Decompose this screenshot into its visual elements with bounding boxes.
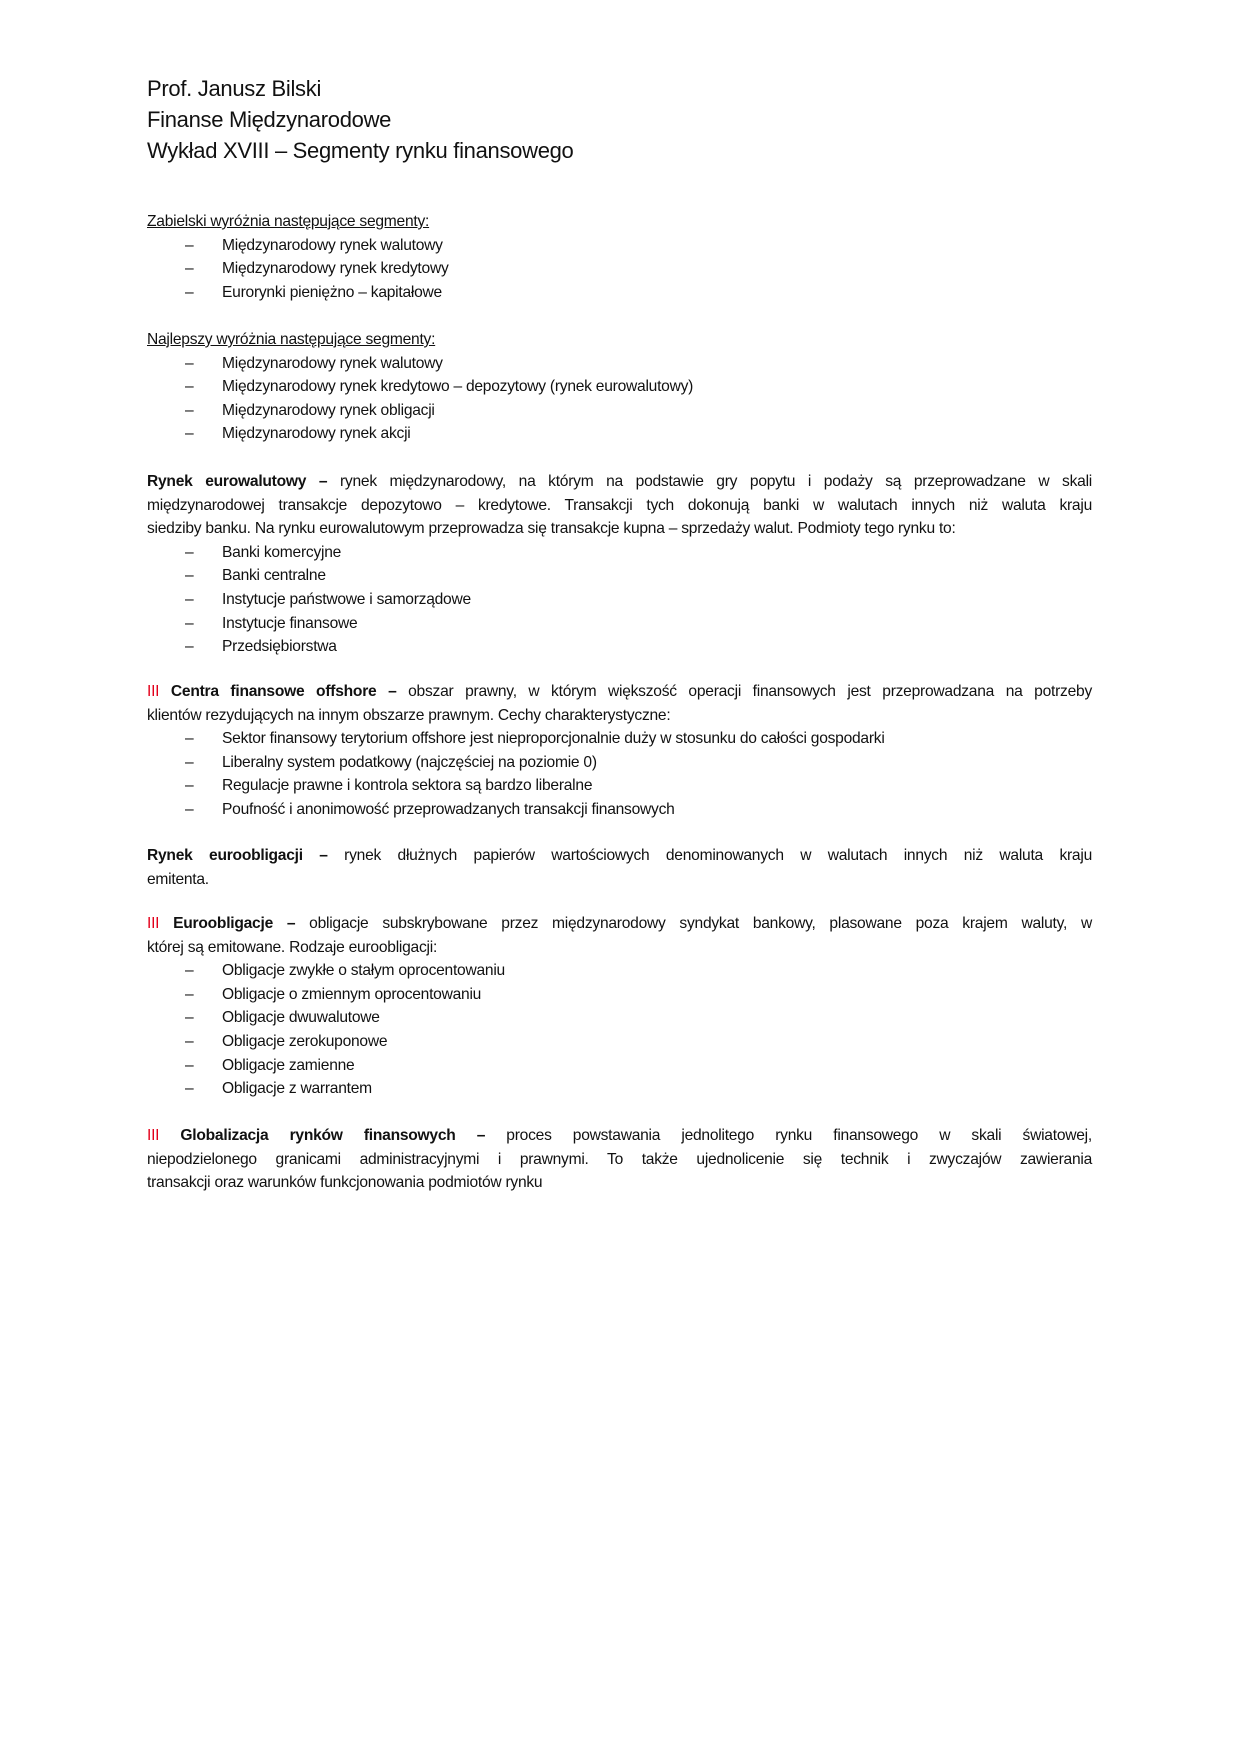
list-item <box>147 635 1092 659</box>
document-header <box>147 73 574 166</box>
najlepszy-section <box>147 328 1092 446</box>
dash-bullet: – <box>185 614 194 632</box>
paragraph-text: której są emitowane. Rodzaje euroobligacji: <box>147 938 438 956</box>
list-item-text: Obligacje zamienne <box>222 1056 355 1074</box>
author: Prof. Janusz Bilski <box>147 76 322 101</box>
list-item-text: Banki centralne <box>222 567 326 585</box>
paragraph-line <box>147 844 1092 868</box>
section-heading: Najlepszy wyróżnia następujące segmenty: <box>147 331 436 348</box>
zabielski-section <box>147 210 1092 304</box>
list-item <box>147 612 1092 636</box>
dash-bullet: – <box>185 283 194 301</box>
list-item <box>147 751 1092 775</box>
list-item-text: Regulacje prawne i kontrola sektora są bardzo liberalne <box>222 777 593 795</box>
dash-bullet: – <box>185 567 194 585</box>
list-item <box>147 1054 1092 1078</box>
list-item <box>147 774 1092 798</box>
bullet-list <box>147 541 1092 659</box>
red-marker: III <box>147 683 160 700</box>
list-item-text: Instytucje finansowe <box>222 614 358 632</box>
dash-bullet: – <box>185 638 194 656</box>
paragraph-line <box>147 936 1092 960</box>
red-marker: III <box>147 915 160 932</box>
list-item-text: Międzynarodowy rynek kredytowy <box>222 260 449 278</box>
paragraph-line <box>147 680 1092 704</box>
paragraph-text: emitenta. <box>147 870 209 888</box>
paragraph-line <box>147 912 1092 936</box>
paragraph-line <box>147 494 1092 518</box>
dash-bullet: – <box>185 260 194 278</box>
dash-bullet: – <box>185 730 194 748</box>
defined-term: Rynek euroobligacji – <box>147 847 328 864</box>
dash-bullet: – <box>185 777 194 795</box>
paragraph-line <box>147 470 1092 494</box>
bullet-list <box>147 959 1092 1101</box>
definition-paragraph <box>147 680 1092 727</box>
dash-bullet: – <box>185 800 194 818</box>
list-item-text: Instytucje państwowe i samorządowe <box>222 590 471 608</box>
offshore-section <box>147 680 1092 822</box>
euroobligacje-section <box>147 912 1092 1101</box>
list-item-text: Obligacje dwuwalutowe <box>222 1009 380 1027</box>
list-item <box>147 1077 1092 1101</box>
paragraph-text: transakcji oraz warunków funkcjonowania podmiotów rynku <box>147 1174 543 1192</box>
globalizacja-section <box>147 1124 1092 1195</box>
list-item-text: Przedsiębiorstwa <box>222 638 337 656</box>
list-item-text: Międzynarodowy rynek walutowy <box>222 236 443 254</box>
paragraph-text: proces powstawania jednolitego rynku finansowego w skali światowej, <box>485 1127 1092 1144</box>
list-item-text: Obligacje zerokuponowe <box>222 1032 388 1050</box>
list-item-text: Międzynarodowy rynek walutowy <box>222 354 443 372</box>
list-item-text: Liberalny system podatkowy (najczęściej na poziomie 0) <box>222 753 597 771</box>
dash-bullet: – <box>185 590 194 608</box>
dash-bullet: – <box>185 425 194 443</box>
list-item <box>147 541 1092 565</box>
dash-bullet: – <box>185 1009 194 1027</box>
defined-term: Centra finansowe offshore – <box>170 683 397 700</box>
list-item-text: Międzynarodowy rynek kredytowo – depozytowy (rynek eurowalutowy) <box>222 378 694 396</box>
euroobligacji-section <box>147 844 1092 891</box>
dash-bullet: – <box>185 962 194 980</box>
paragraph-text: siedziby banku. Na rynku eurowalutowym przeprowadza się transakcje kupna – sprzedaży walut. Podmioty tego rynku to: <box>147 520 956 538</box>
paragraph-text: obszar prawny, w którym większość operacji finansowych jest przeprowadzana na potrzeby <box>396 683 1092 700</box>
paragraph-text: międzynarodowej transakcje depozytowo – kredytowe. Transakcji tych dokonują banki w walutach innych niż waluta kraju <box>147 496 1092 514</box>
list-item-text: Banki komercyjne <box>222 543 342 561</box>
red-marker: III <box>147 1127 160 1144</box>
dash-bullet: – <box>185 985 194 1003</box>
list-item-text: Międzynarodowy rynek obligacji <box>222 401 435 419</box>
list-item-text: Obligacje zwykłe o stałym oprocentowaniu <box>222 962 505 980</box>
list-item <box>147 1030 1092 1054</box>
list-item <box>147 399 1092 423</box>
definition-paragraph <box>147 470 1092 541</box>
dash-bullet: – <box>185 236 194 254</box>
paragraph-line <box>147 868 1092 892</box>
paragraph-text: obligacje subskrybowane przez międzynarodowy syndykat bankowy, plasowane poza krajem waluty, w <box>295 915 1092 932</box>
paragraph-text: klientów rezydujących na innym obszarze prawnym. Cechy charakterystyczne: <box>147 706 671 724</box>
list-item <box>147 564 1092 588</box>
list-item <box>147 727 1092 751</box>
list-item <box>147 375 1092 399</box>
list-item <box>147 352 1092 376</box>
dash-bullet: – <box>185 401 194 419</box>
bullet-list <box>147 234 1092 305</box>
list-item-text: Eurorynki pieniężno – kapitałowe <box>222 283 442 301</box>
dash-bullet: – <box>185 378 194 396</box>
course-title: Finanse Międzynarodowe <box>147 107 392 132</box>
paragraph-line <box>147 517 1092 541</box>
definition-paragraph <box>147 844 1092 891</box>
list-item <box>147 257 1092 281</box>
list-item <box>147 588 1092 612</box>
paragraph-text: rynek dłużnych papierów wartościowych denominowanych w walutach innych niż waluta kraju <box>327 847 1092 864</box>
list-item <box>147 959 1092 983</box>
list-item <box>147 422 1092 446</box>
definition-paragraph <box>147 912 1092 959</box>
bullet-list <box>147 352 1092 446</box>
list-item-text: Poufność i anonimowość przeprowadzanych transakcji finansowych <box>222 800 675 818</box>
paragraph-line <box>147 1171 1092 1195</box>
defined-term: Euroobligacje – <box>173 915 296 932</box>
dash-bullet: – <box>185 1080 194 1098</box>
list-item-text: Międzynarodowy rynek akcji <box>222 425 411 443</box>
paragraph-line <box>147 1148 1092 1172</box>
list-item <box>147 798 1092 822</box>
defined-term: Rynek eurowalutowy – <box>147 473 328 490</box>
dash-bullet: – <box>185 1032 194 1050</box>
dash-bullet: – <box>185 543 194 561</box>
paragraph-text: niepodzielonego granicami administracyjnymi i prawnymi. To także ujednolicenie się technik i zwyczajów zawierania <box>147 1150 1092 1168</box>
lecture-title: Wykład XVIII – Segmenty rynku finansowego <box>147 138 574 163</box>
list-item-text: Obligacje z warrantem <box>222 1080 372 1098</box>
list-item <box>147 1006 1092 1030</box>
dash-bullet: – <box>185 354 194 372</box>
list-item <box>147 983 1092 1007</box>
list-item <box>147 234 1092 258</box>
list-item <box>147 281 1092 305</box>
bullet-list <box>147 727 1092 821</box>
definition-paragraph <box>147 1124 1092 1195</box>
list-item-text: Obligacje o zmiennym oprocentowaniu <box>222 985 482 1003</box>
paragraph-line <box>147 704 1092 728</box>
section-heading: Zabielski wyróżnia następujące segmenty: <box>147 213 430 230</box>
dash-bullet: – <box>185 753 194 771</box>
paragraph-line <box>147 1124 1092 1148</box>
list-item-text: Sektor finansowy terytorium offshore jest nieproporcjonalnie duży w stosunku do całości gospodarki <box>222 730 885 748</box>
dash-bullet: – <box>185 1056 194 1074</box>
paragraph-text: rynek międzynarodowy, na którym na podstawie gry popytu i podaży są przeprowadzane w skali <box>327 473 1092 490</box>
defined-term: Globalizacja rynków finansowych – <box>180 1127 486 1144</box>
eurowalutowy-section <box>147 470 1092 659</box>
